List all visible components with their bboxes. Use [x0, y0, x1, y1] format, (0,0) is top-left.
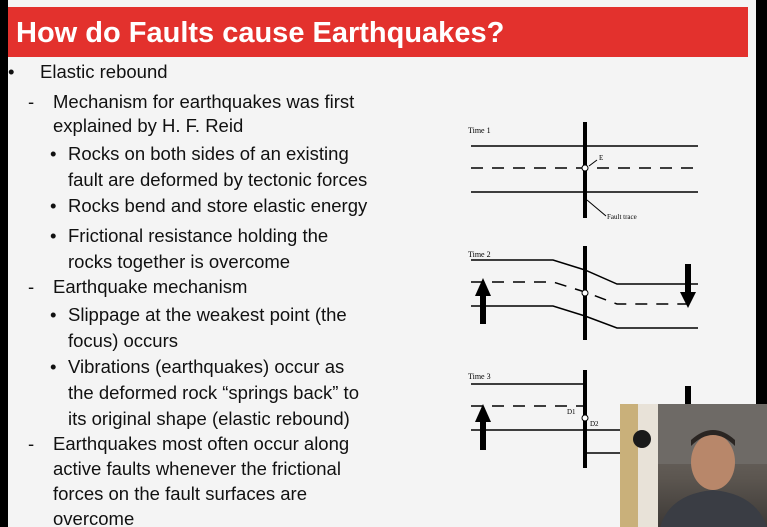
time2-label: Time 2 — [468, 250, 491, 259]
bullet-text: explained by H. F. Reid — [53, 115, 244, 136]
bullet-marker: - — [28, 276, 35, 297]
title-bar — [8, 7, 748, 57]
bullet-marker: • — [50, 143, 57, 164]
bullet-marker: • — [8, 61, 15, 82]
bullet-text: forces on the fault surfaces are — [53, 483, 307, 504]
bullet-marker: • — [50, 304, 57, 325]
d1-label: D1 — [567, 408, 576, 416]
bullet-text: Elastic rebound — [40, 61, 168, 82]
bullet-text: overcome — [53, 508, 135, 527]
bullet-text: Rocks bend and store elastic energy — [68, 195, 368, 216]
time3-label: Time 3 — [468, 372, 491, 381]
bullet-text: active faults whenever the frictional — [53, 458, 341, 479]
bullet-text: fault are deformed by tectonic forces — [68, 168, 368, 190]
bullet-text: Mechanism for earthquakes was first — [53, 91, 355, 112]
presenter-webcam — [620, 404, 767, 527]
bullet-marker: • — [50, 195, 57, 216]
bullet-text: Vibrations (earthquakes) occur as — [68, 356, 345, 377]
fault-trace-label: Fault trace — [607, 213, 637, 221]
bullet-list — [8, 58, 428, 527]
slide-title: How do Faults cause Earthquakes? — [16, 17, 505, 49]
bullet-text: its original shape (elastic rebound) — [68, 408, 350, 429]
bullet-text: Frictional resistance holding the — [68, 225, 329, 246]
bullet-text: the deformed rock “springs back” to — [68, 382, 359, 403]
epicenter-label: E — [599, 154, 604, 162]
d2-label: D2 — [590, 420, 599, 428]
bullet-text: focus) occurs — [68, 329, 179, 351]
bullet-text: Slippage at the weakest point (the — [68, 304, 347, 325]
bullet-marker: • — [50, 225, 57, 246]
bullet-text: rocks together is overcome — [68, 250, 291, 272]
person-webcam-icon — [620, 404, 767, 527]
bullet-marker: - — [28, 91, 35, 112]
bullet-marker: • — [50, 356, 57, 377]
bullet-marker: - — [28, 433, 35, 454]
time1-label: Time 1 — [468, 126, 491, 135]
bullet-text: Earthquake mechanism — [53, 276, 248, 297]
bullet-text: Earthquakes most often occur along — [53, 433, 350, 454]
bullet-text: Rocks on both sides of an existing — [68, 143, 349, 164]
